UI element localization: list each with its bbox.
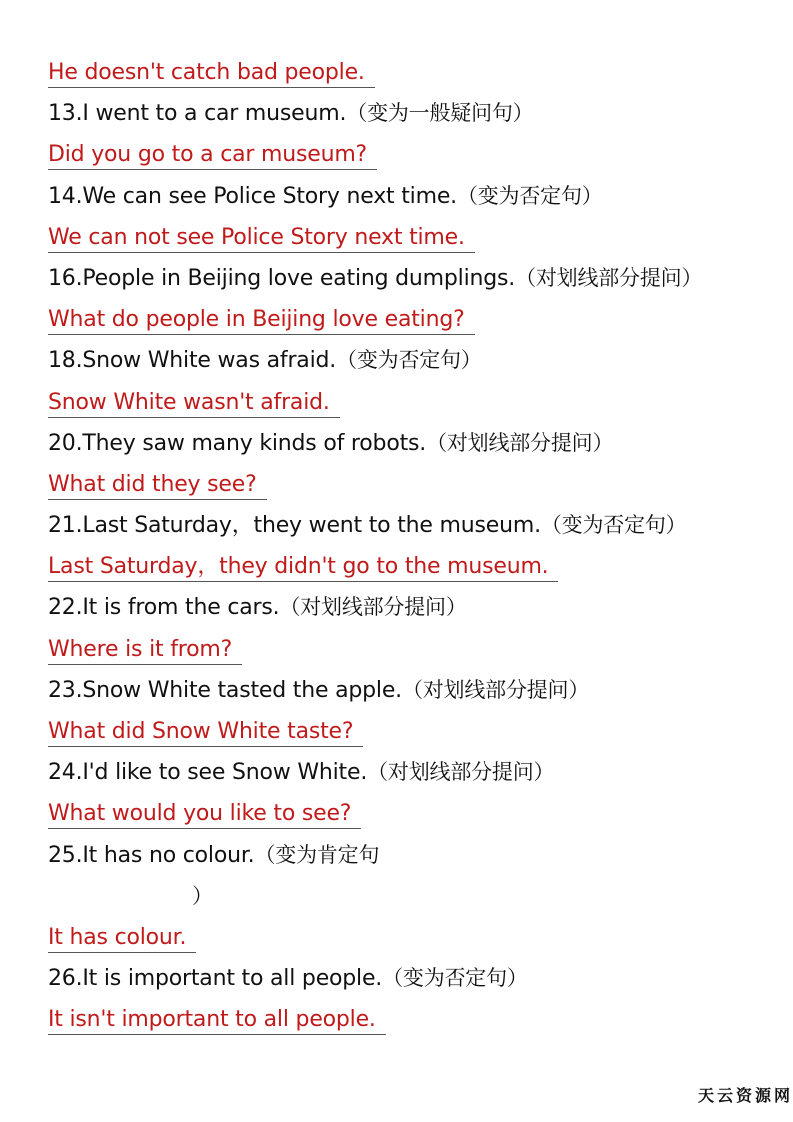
question-line [48,752,768,793]
question-text: 23.Snow White tasted the apple. [48,677,402,703]
question-instruction: （变为一般疑问句） [346,101,534,126]
answer-text: What would you like to see? [48,800,361,829]
question-line [48,587,768,628]
question-instruction: （对划线部分提问） [426,430,614,455]
question-line [48,258,768,299]
answer-line [48,382,768,423]
question-line [48,958,768,999]
answer-text: We can not see Police Story next time. [48,224,475,253]
answer-line [48,546,768,587]
closing-bracket: ） [192,883,213,908]
question-text: 13.I went to a car museum. [48,101,347,127]
answer-text: It isn't important to all people. [48,1006,386,1035]
answer-text: Snow White wasn't afraid. [48,389,340,418]
answer-line [48,134,768,175]
question-instruction: （对划线部分提问） [515,265,703,290]
question-instruction: （变为否定句） [336,348,482,373]
worksheet-content [48,52,768,1041]
question-line [48,505,768,546]
question-instruction: （对划线部分提问） [401,677,590,702]
question-text: 20.They saw many kinds of robots. [48,430,427,456]
answer-line [48,299,768,340]
question-instruction: （变为否定句） [540,513,687,538]
question-instruction: （变为否定句） [382,966,528,991]
answer-line [48,999,768,1040]
answer-line [48,217,768,258]
question-text: 22.It is from the cars. [48,595,280,621]
question-continuation [48,876,768,917]
answer-text: He doesn't catch bad people. [48,59,375,88]
question-line [48,93,768,134]
answer-line [48,711,768,752]
answer-line [48,629,768,670]
answer-text: Last Saturday，they didn't go to the museum. [48,553,558,582]
answer-line [48,464,768,505]
answer-text: What did they see? [48,471,267,500]
question-instruction: （对划线部分提问） [367,760,555,785]
question-line [48,423,768,464]
answer-text: It has colour. [48,924,196,953]
question-text: 21.Last Saturday，they went to the museum. [48,513,541,539]
question-text: 26.It is important to all people. [48,966,383,992]
question-instruction: （变为肯定句 [254,842,380,867]
question-text: 16.People in Beijing love eating dumplings. [48,265,516,291]
answer-line [48,793,768,834]
answer-line [48,917,768,958]
question-line [48,340,768,381]
question-text: 24.I'd like to see Snow White. [48,760,368,786]
footer-watermark: 天云资源网 [697,1086,793,1105]
answer-text: What did Snow White taste? [48,718,363,747]
question-instruction: （变为否定句） [456,183,603,208]
answer-text: Where is it from? [48,636,242,665]
question-line [48,835,768,876]
question-instruction: （对划线部分提问） [279,595,467,620]
question-text: 25.It has no colour. [48,842,255,868]
question-text: 18.Snow White was afraid. [48,348,337,374]
question-line [48,670,768,711]
question-text: 14.We can see Police Story next time. [48,183,457,209]
answer-text: Did you go to a car museum? [48,141,377,170]
answer-text: What do people in Beijing love eating? [48,306,475,335]
question-line [48,176,768,217]
answer-line [48,52,768,93]
